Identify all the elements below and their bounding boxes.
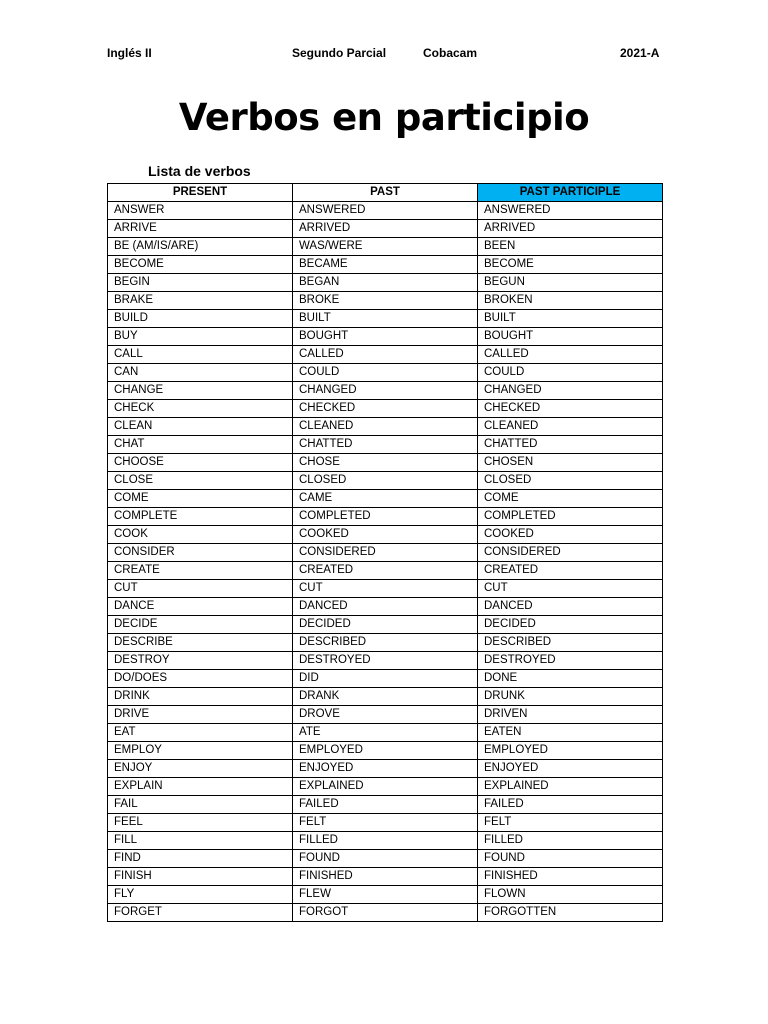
past-participle-cell: FORGOTTEN xyxy=(478,904,663,922)
present-cell: ARRIVE xyxy=(108,220,293,238)
past-cell: CONSIDERED xyxy=(293,544,478,562)
present-cell: EAT xyxy=(108,724,293,742)
table-row xyxy=(108,760,663,778)
past-cell: CHANGED xyxy=(293,382,478,400)
present-cell: CHAT xyxy=(108,436,293,454)
present-cell: FLY xyxy=(108,886,293,904)
past-cell: COOKED xyxy=(293,526,478,544)
table-row xyxy=(108,310,663,328)
present-cell: COOK xyxy=(108,526,293,544)
present-cell: EMPLOY xyxy=(108,742,293,760)
table-row xyxy=(108,652,663,670)
past-participle-cell: DECIDED xyxy=(478,616,663,634)
table-row xyxy=(108,634,663,652)
past-participle-cell: DRUNK xyxy=(478,688,663,706)
past-participle-cell: ENJOYED xyxy=(478,760,663,778)
past-participle-cell: COOKED xyxy=(478,526,663,544)
past-participle-cell: DESTROYED xyxy=(478,652,663,670)
past-cell: CUT xyxy=(293,580,478,598)
present-cell: DRINK xyxy=(108,688,293,706)
table-row xyxy=(108,238,663,256)
table-row xyxy=(108,868,663,886)
past-participle-cell: CALLED xyxy=(478,346,663,364)
table-row xyxy=(108,742,663,760)
present-cell: CLOSE xyxy=(108,472,293,490)
table-row xyxy=(108,364,663,382)
table-row xyxy=(108,346,663,364)
present-cell: FEEL xyxy=(108,814,293,832)
present-cell: FIND xyxy=(108,850,293,868)
past-cell: WAS/WERE xyxy=(293,238,478,256)
past-participle-cell: EXPLAINED xyxy=(478,778,663,796)
past-cell: BOUGHT xyxy=(293,328,478,346)
past-participle-cell: BEEN xyxy=(478,238,663,256)
past-participle-cell: FOUND xyxy=(478,850,663,868)
past-cell: CHECKED xyxy=(293,400,478,418)
present-cell: BE (AM/IS/ARE) xyxy=(108,238,293,256)
table-row xyxy=(108,850,663,868)
table-row xyxy=(108,796,663,814)
past-cell: CAME xyxy=(293,490,478,508)
past-participle-cell: CHECKED xyxy=(478,400,663,418)
present-cell: DESTROY xyxy=(108,652,293,670)
past-participle-cell: FILLED xyxy=(478,832,663,850)
present-cell: BUY xyxy=(108,328,293,346)
present-cell: DO/DOES xyxy=(108,670,293,688)
past-cell: ANSWERED xyxy=(293,202,478,220)
present-cell: FAIL xyxy=(108,796,293,814)
past-participle-cell: CREATED xyxy=(478,562,663,580)
past-cell: FLEW xyxy=(293,886,478,904)
verb-table-body xyxy=(108,202,663,922)
table-row xyxy=(108,382,663,400)
table-row xyxy=(108,814,663,832)
table-row xyxy=(108,274,663,292)
past-cell: CLOSED xyxy=(293,472,478,490)
past-cell: CHOSE xyxy=(293,454,478,472)
present-cell: DRIVE xyxy=(108,706,293,724)
table-row xyxy=(108,562,663,580)
table-row xyxy=(108,886,663,904)
present-cell: BEGIN xyxy=(108,274,293,292)
past-participle-cell: EATEN xyxy=(478,724,663,742)
table-row xyxy=(108,544,663,562)
present-cell: CONSIDER xyxy=(108,544,293,562)
present-cell: FORGET xyxy=(108,904,293,922)
table-row xyxy=(108,508,663,526)
column-header-present: PRESENT xyxy=(108,184,293,202)
table-header-row xyxy=(108,184,663,202)
past-participle-cell: CHOSEN xyxy=(478,454,663,472)
past-participle-cell: BUILT xyxy=(478,310,663,328)
past-participle-cell: CLOSED xyxy=(478,472,663,490)
header-subject: Inglés II xyxy=(107,46,152,60)
table-row xyxy=(108,832,663,850)
present-cell: CUT xyxy=(108,580,293,598)
table-row xyxy=(108,220,663,238)
header-school: Cobacam xyxy=(423,46,478,60)
past-participle-cell: BEGUN xyxy=(478,274,663,292)
present-cell: BECOME xyxy=(108,256,293,274)
table-row xyxy=(108,526,663,544)
past-cell: EMPLOYED xyxy=(293,742,478,760)
past-cell: FORGOT xyxy=(293,904,478,922)
table-row xyxy=(108,724,663,742)
past-participle-cell: CHATTED xyxy=(478,436,663,454)
table-row xyxy=(108,490,663,508)
past-cell: DANCED xyxy=(293,598,478,616)
past-cell: ARRIVED xyxy=(293,220,478,238)
table-row xyxy=(108,616,663,634)
past-participle-cell: FLOWN xyxy=(478,886,663,904)
past-participle-cell: ARRIVED xyxy=(478,220,663,238)
column-header-past: PAST xyxy=(293,184,478,202)
column-header-past-participle: PAST PARTICIPLE xyxy=(478,184,663,202)
past-cell: DID xyxy=(293,670,478,688)
table-row xyxy=(108,436,663,454)
table-row xyxy=(108,706,663,724)
header-exam: Segundo Parcial xyxy=(292,46,387,60)
past-cell: FILLED xyxy=(293,832,478,850)
present-cell: CLEAN xyxy=(108,418,293,436)
table-row xyxy=(108,328,663,346)
past-cell: DRANK xyxy=(293,688,478,706)
past-cell: FOUND xyxy=(293,850,478,868)
present-cell: COME xyxy=(108,490,293,508)
past-cell: COULD xyxy=(293,364,478,382)
past-participle-cell: ANSWERED xyxy=(478,202,663,220)
past-cell: FELT xyxy=(293,814,478,832)
past-cell: CHATTED xyxy=(293,436,478,454)
past-cell: BROKE xyxy=(293,292,478,310)
present-cell: ENJOY xyxy=(108,760,293,778)
present-cell: CALL xyxy=(108,346,293,364)
table-row xyxy=(108,580,663,598)
table-row xyxy=(108,904,663,922)
past-cell: BEGAN xyxy=(293,274,478,292)
past-participle-cell: CLEANED xyxy=(478,418,663,436)
present-cell: DANCE xyxy=(108,598,293,616)
table-row xyxy=(108,778,663,796)
page-title: Verbos en participio xyxy=(178,96,590,139)
past-participle-cell: BROKEN xyxy=(478,292,663,310)
past-participle-cell: FINISHED xyxy=(478,868,663,886)
present-cell: BRAKE xyxy=(108,292,293,310)
past-participle-cell: BOUGHT xyxy=(478,328,663,346)
past-participle-cell: COULD xyxy=(478,364,663,382)
past-cell: DECIDED xyxy=(293,616,478,634)
table-row xyxy=(108,454,663,472)
past-cell: COMPLETED xyxy=(293,508,478,526)
present-cell: CHOOSE xyxy=(108,454,293,472)
present-cell: COMPLETE xyxy=(108,508,293,526)
table-row xyxy=(108,202,663,220)
past-participle-cell: COMPLETED xyxy=(478,508,663,526)
present-cell: FINISH xyxy=(108,868,293,886)
past-participle-cell: FAILED xyxy=(478,796,663,814)
table-row xyxy=(108,418,663,436)
past-participle-cell: DONE xyxy=(478,670,663,688)
verb-table xyxy=(107,183,663,922)
table-row xyxy=(108,400,663,418)
past-cell: CREATED xyxy=(293,562,478,580)
past-participle-cell: DESCRIBED xyxy=(478,634,663,652)
past-participle-cell: DRIVEN xyxy=(478,706,663,724)
present-cell: FILL xyxy=(108,832,293,850)
past-cell: FAILED xyxy=(293,796,478,814)
past-participle-cell: FELT xyxy=(478,814,663,832)
present-cell: CAN xyxy=(108,364,293,382)
past-cell: DESTROYED xyxy=(293,652,478,670)
present-cell: CHANGE xyxy=(108,382,293,400)
past-cell: DROVE xyxy=(293,706,478,724)
present-cell: DESCRIBE xyxy=(108,634,293,652)
table-row xyxy=(108,670,663,688)
past-cell: EXPLAINED xyxy=(293,778,478,796)
past-cell: ENJOYED xyxy=(293,760,478,778)
present-cell: ANSWER xyxy=(108,202,293,220)
header-period: 2021-A xyxy=(620,46,660,60)
present-cell: DECIDE xyxy=(108,616,293,634)
past-participle-cell: DANCED xyxy=(478,598,663,616)
past-participle-cell: BECOME xyxy=(478,256,663,274)
past-cell: FINISHED xyxy=(293,868,478,886)
past-participle-cell: CUT xyxy=(478,580,663,598)
present-cell: CHECK xyxy=(108,400,293,418)
past-participle-cell: CONSIDERED xyxy=(478,544,663,562)
past-participle-cell: CHANGED xyxy=(478,382,663,400)
past-cell: CLEANED xyxy=(293,418,478,436)
table-row xyxy=(108,598,663,616)
past-cell: CALLED xyxy=(293,346,478,364)
table-row xyxy=(108,256,663,274)
table-row xyxy=(108,688,663,706)
past-cell: ATE xyxy=(293,724,478,742)
past-cell: BECAME xyxy=(293,256,478,274)
past-participle-cell: EMPLOYED xyxy=(478,742,663,760)
present-cell: CREATE xyxy=(108,562,293,580)
past-cell: DESCRIBED xyxy=(293,634,478,652)
list-subtitle: Lista de verbos xyxy=(148,163,251,179)
present-cell: BUILD xyxy=(108,310,293,328)
page-header xyxy=(0,46,768,64)
table-row xyxy=(108,292,663,310)
table-row xyxy=(108,472,663,490)
past-participle-cell: COME xyxy=(478,490,663,508)
present-cell: EXPLAIN xyxy=(108,778,293,796)
past-cell: BUILT xyxy=(293,310,478,328)
